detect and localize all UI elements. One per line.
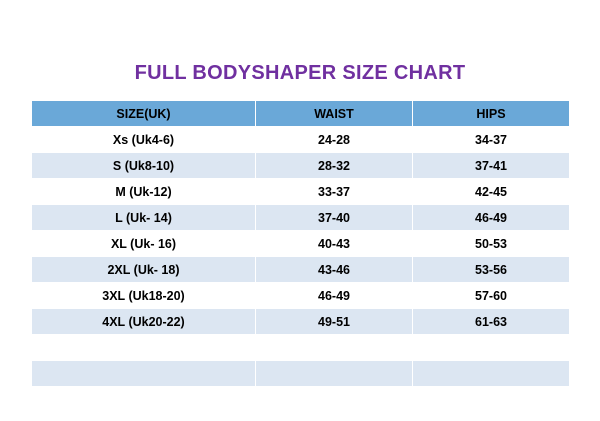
cell-waist: 46-49 [256, 283, 413, 309]
cell-size: XL (Uk- 16) [32, 231, 256, 257]
cell-hips: 53-56 [413, 257, 570, 283]
cell-hips [413, 361, 570, 387]
cell-size: Xs (Uk4-6) [32, 127, 256, 153]
table-row-empty [32, 335, 570, 361]
cell-hips: 57-60 [413, 283, 570, 309]
cell-waist: 49-51 [256, 309, 413, 335]
cell-size: L (Uk- 14) [32, 205, 256, 231]
cell-size: M (Uk-12) [32, 179, 256, 205]
size-chart-container [31, 100, 569, 387]
cell-hips [413, 335, 570, 361]
table-row-empty [32, 361, 570, 387]
cell-size: 4XL (Uk20-22) [32, 309, 256, 335]
table-header-row [32, 101, 570, 127]
page-title: FULL BODYSHAPER SIZE CHART [134, 62, 466, 84]
table-body [32, 127, 570, 387]
cell-waist: 24-28 [256, 127, 413, 153]
column-header-hips: HIPS [413, 101, 570, 127]
cell-hips: 42-45 [413, 179, 570, 205]
cell-size: S (Uk8-10) [32, 153, 256, 179]
cell-hips: 37-41 [413, 153, 570, 179]
cell-size: 3XL (Uk18-20) [32, 283, 256, 309]
cell-size [32, 335, 256, 361]
cell-waist: 37-40 [256, 205, 413, 231]
size-chart-table [31, 100, 570, 387]
table-row [32, 231, 570, 257]
cell-waist: 33-37 [256, 179, 413, 205]
column-header-size: SIZE(UK) [32, 101, 256, 127]
table-row [32, 127, 570, 153]
cell-waist [256, 335, 413, 361]
cell-waist: 40-43 [256, 231, 413, 257]
column-header-waist: WAIST [256, 101, 413, 127]
table-row [32, 205, 570, 231]
table-row [32, 283, 570, 309]
cell-hips: 46-49 [413, 205, 570, 231]
table-row [32, 257, 570, 283]
table-row [32, 309, 570, 335]
cell-waist: 28-32 [256, 153, 413, 179]
cell-waist [256, 361, 413, 387]
cell-hips: 61-63 [413, 309, 570, 335]
table-header [32, 101, 570, 127]
cell-hips: 34-37 [413, 127, 570, 153]
cell-waist: 43-46 [256, 257, 413, 283]
cell-size: 2XL (Uk- 18) [32, 257, 256, 283]
cell-size [32, 361, 256, 387]
table-row [32, 179, 570, 205]
table-row [32, 153, 570, 179]
cell-hips: 50-53 [413, 231, 570, 257]
